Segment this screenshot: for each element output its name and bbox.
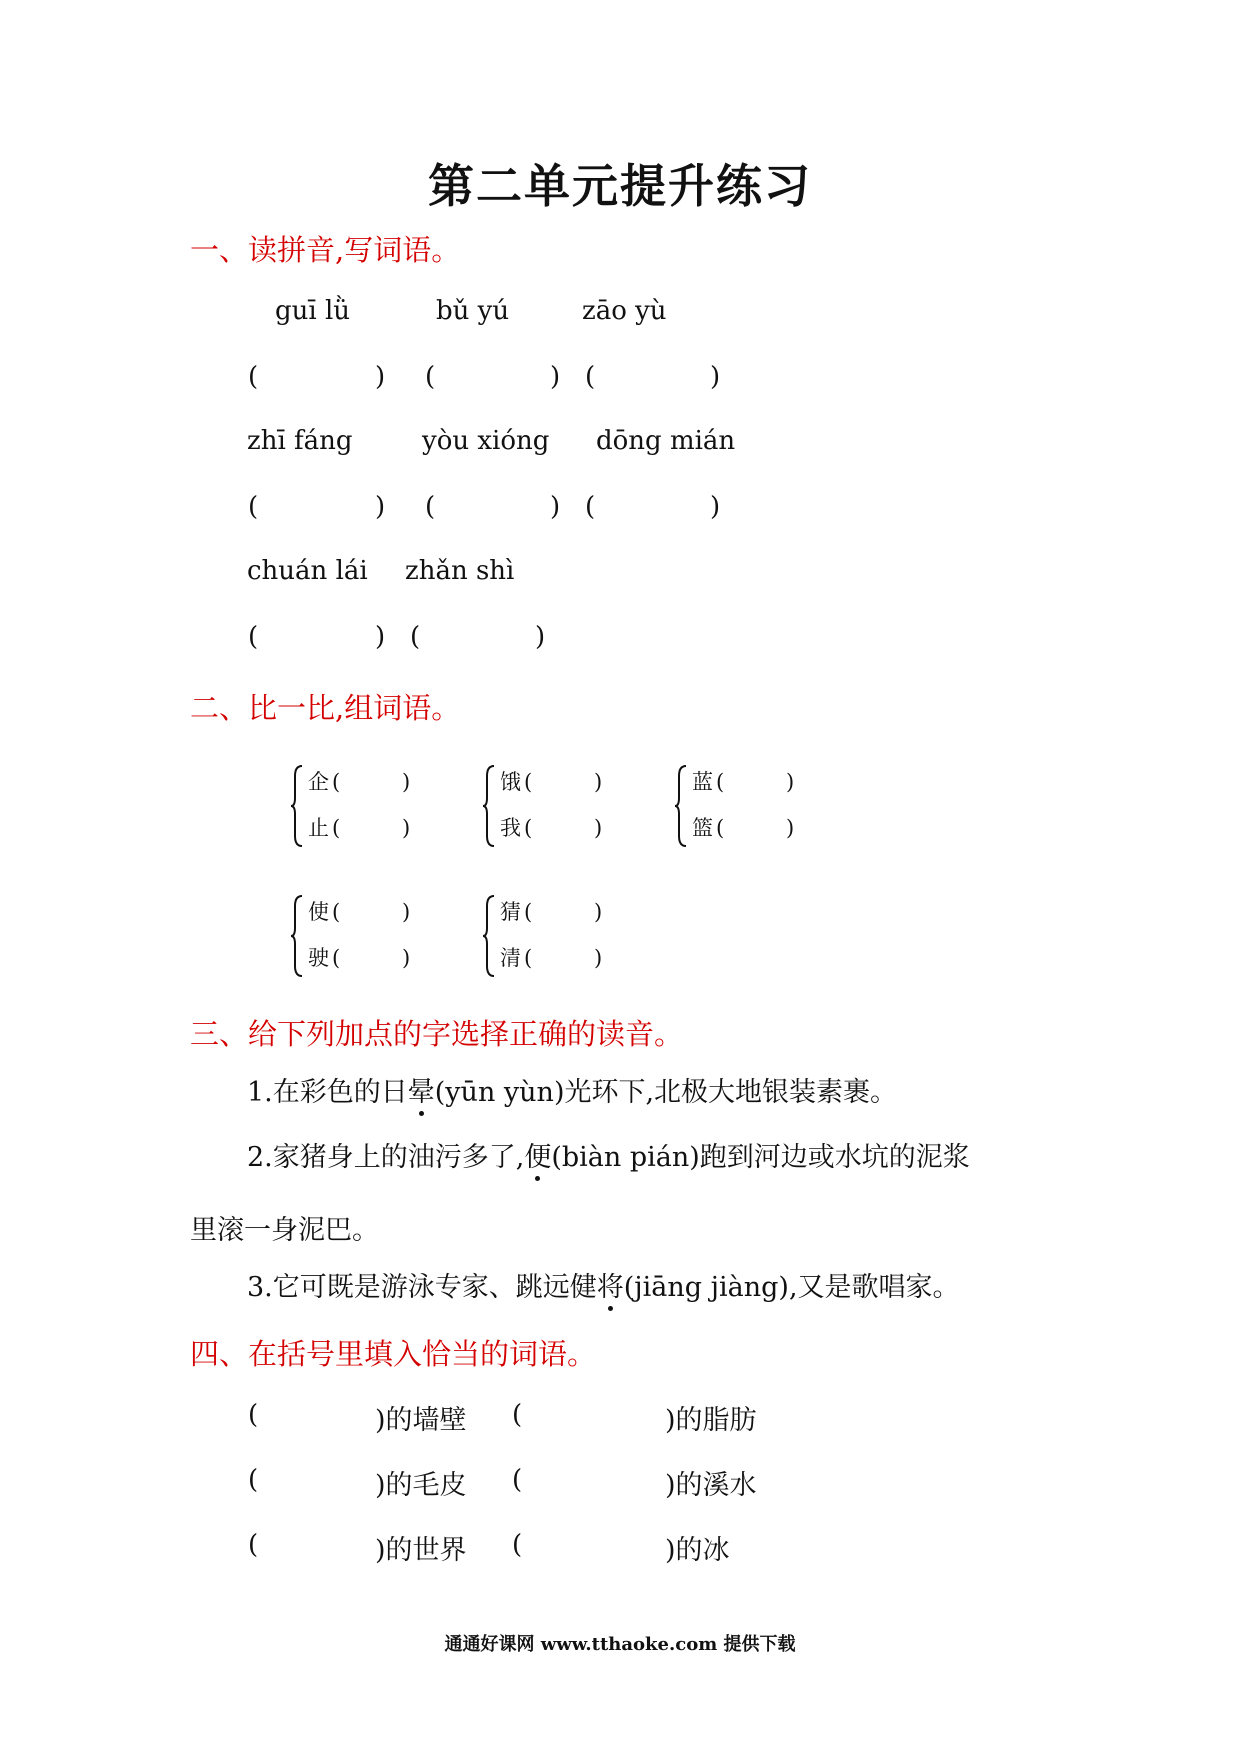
compare-pair bbox=[674, 762, 814, 852]
fill-open: ( bbox=[512, 1530, 523, 1560]
compare-char: 篮 bbox=[692, 816, 713, 840]
fill-phrase: )的溪水 bbox=[665, 1470, 757, 1501]
dotted-char: 将 bbox=[596, 1272, 624, 1303]
pinyin-2-3: dōng mián bbox=[596, 426, 736, 456]
pinyin-2-1: zhī fáng bbox=[247, 426, 353, 456]
pinyin-2-2: yòu xióng bbox=[422, 426, 550, 456]
compare-row-top bbox=[308, 896, 410, 926]
compare-row-top bbox=[308, 766, 410, 796]
left-brace-icon bbox=[290, 764, 306, 848]
compare-pair bbox=[290, 892, 430, 982]
compare-char: 蓝 bbox=[692, 770, 713, 794]
section-1-heading: 一、读拼音,写词语。 bbox=[190, 233, 461, 267]
pinyin-1-1: guī lǜ bbox=[275, 296, 351, 326]
compare-row-top bbox=[692, 766, 794, 796]
footer-credit: 通通好课网 www.tthaoke.com 提供下载 bbox=[444, 1634, 796, 1655]
compare-pair bbox=[482, 762, 622, 852]
compare-pair bbox=[290, 762, 430, 852]
compare-char: 使 bbox=[308, 900, 329, 924]
answer-close-2-2: ) bbox=[550, 492, 561, 522]
paren-close: ) bbox=[402, 900, 411, 924]
question-3-1 bbox=[247, 1070, 897, 1109]
compare-row-bottom bbox=[308, 942, 410, 972]
paren-open: ( bbox=[524, 770, 533, 794]
page-title: 第二单元提升练习 bbox=[428, 159, 812, 213]
paren-open: ( bbox=[524, 900, 533, 924]
paren-close: ) bbox=[594, 770, 603, 794]
pinyin-1-2: bǔ yú bbox=[436, 296, 510, 326]
answer-close-3-2: ) bbox=[535, 622, 546, 652]
compare-char: 止 bbox=[308, 816, 329, 840]
paren-close: ) bbox=[402, 770, 411, 794]
compare-char: 猜 bbox=[500, 900, 521, 924]
compare-char: 企 bbox=[308, 770, 329, 794]
pinyin-3-1: chuán lái bbox=[247, 556, 368, 586]
paren-open: ( bbox=[332, 946, 341, 970]
paren-close: ) bbox=[594, 816, 603, 840]
section-4-heading: 四、在括号里填入恰当的词语。 bbox=[190, 1337, 597, 1371]
left-brace-icon bbox=[482, 764, 498, 848]
paren-close: ) bbox=[786, 816, 795, 840]
paren-open: ( bbox=[524, 946, 533, 970]
answer-open-2-2: ( bbox=[425, 492, 436, 522]
answer-close-1-1: ) bbox=[375, 362, 386, 392]
compare-row-top bbox=[500, 766, 602, 796]
compare-row-bottom bbox=[500, 942, 602, 972]
paren-close: ) bbox=[402, 816, 411, 840]
pinyin-1-3: zāo yù bbox=[582, 296, 667, 326]
paren-open: ( bbox=[332, 816, 341, 840]
fill-phrase: )的墙壁 bbox=[375, 1405, 467, 1436]
question-3-2 bbox=[247, 1135, 970, 1174]
q3-text: (jiāng jiàng),又是歌唱家。 bbox=[623, 1272, 960, 1303]
answer-open-2-3: ( bbox=[585, 492, 596, 522]
question-3-2-continued: 里滚一身泥巴。 bbox=[190, 1215, 379, 1246]
q3-text: (biàn pián)跑到河边或水坑的泥浆 bbox=[551, 1142, 970, 1173]
compare-char: 饿 bbox=[500, 770, 521, 794]
section-3-heading: 三、给下列加点的字选择正确的读音。 bbox=[190, 1017, 684, 1051]
dotted-char: 晕 bbox=[407, 1077, 435, 1108]
answer-close-2-3: ) bbox=[710, 492, 721, 522]
left-brace-icon bbox=[482, 894, 498, 978]
fill-phrase: )的世界 bbox=[375, 1535, 467, 1566]
pinyin-3-2: zhǎn shì bbox=[405, 556, 515, 586]
answer-open-1-2: ( bbox=[425, 362, 436, 392]
fill-open: ( bbox=[512, 1465, 523, 1495]
paren-close: ) bbox=[594, 946, 603, 970]
answer-close-1-2: ) bbox=[550, 362, 561, 392]
paren-close: ) bbox=[786, 770, 795, 794]
fill-open: ( bbox=[248, 1400, 259, 1430]
q3-text: 2.家猪身上的油污多了, bbox=[247, 1142, 525, 1173]
fill-phrase: )的冰 bbox=[665, 1535, 730, 1566]
compare-row-top bbox=[500, 896, 602, 926]
q3-text: 3.它可既是游泳专家、跳远健 bbox=[247, 1272, 597, 1303]
answer-close-3-1: ) bbox=[375, 622, 386, 652]
paren-open: ( bbox=[332, 900, 341, 924]
answer-close-1-3: ) bbox=[710, 362, 721, 392]
compare-char: 清 bbox=[500, 946, 521, 970]
answer-open-3-1: ( bbox=[248, 622, 259, 652]
answer-open-1-3: ( bbox=[585, 362, 596, 392]
compare-pair bbox=[482, 892, 622, 982]
fill-phrase: )的毛皮 bbox=[375, 1470, 467, 1501]
compare-char: 我 bbox=[500, 816, 521, 840]
fill-phrase: )的脂肪 bbox=[665, 1405, 757, 1436]
q3-text: (yūn yùn)光环下,北极大地银装素裹。 bbox=[434, 1077, 898, 1108]
fill-open: ( bbox=[512, 1400, 523, 1430]
q3-text: 1.在彩色的日 bbox=[247, 1077, 408, 1108]
paren-open: ( bbox=[716, 770, 725, 794]
dotted-char: 便 bbox=[524, 1142, 552, 1173]
answer-close-2-1: ) bbox=[375, 492, 386, 522]
answer-open-3-2: ( bbox=[410, 622, 421, 652]
question-3-3 bbox=[247, 1265, 960, 1304]
compare-char: 驶 bbox=[308, 946, 329, 970]
paren-open: ( bbox=[332, 770, 341, 794]
paren-open: ( bbox=[524, 816, 533, 840]
paren-close: ) bbox=[402, 946, 411, 970]
section-2-heading: 二、比一比,组词语。 bbox=[190, 691, 461, 725]
answer-open-2-1: ( bbox=[248, 492, 259, 522]
compare-row-bottom bbox=[692, 812, 794, 842]
compare-row-bottom bbox=[308, 812, 410, 842]
fill-open: ( bbox=[248, 1465, 259, 1495]
paren-open: ( bbox=[716, 816, 725, 840]
fill-open: ( bbox=[248, 1530, 259, 1560]
compare-row-bottom bbox=[500, 812, 602, 842]
answer-open-1-1: ( bbox=[248, 362, 259, 392]
left-brace-icon bbox=[290, 894, 306, 978]
left-brace-icon bbox=[674, 764, 690, 848]
paren-close: ) bbox=[594, 900, 603, 924]
